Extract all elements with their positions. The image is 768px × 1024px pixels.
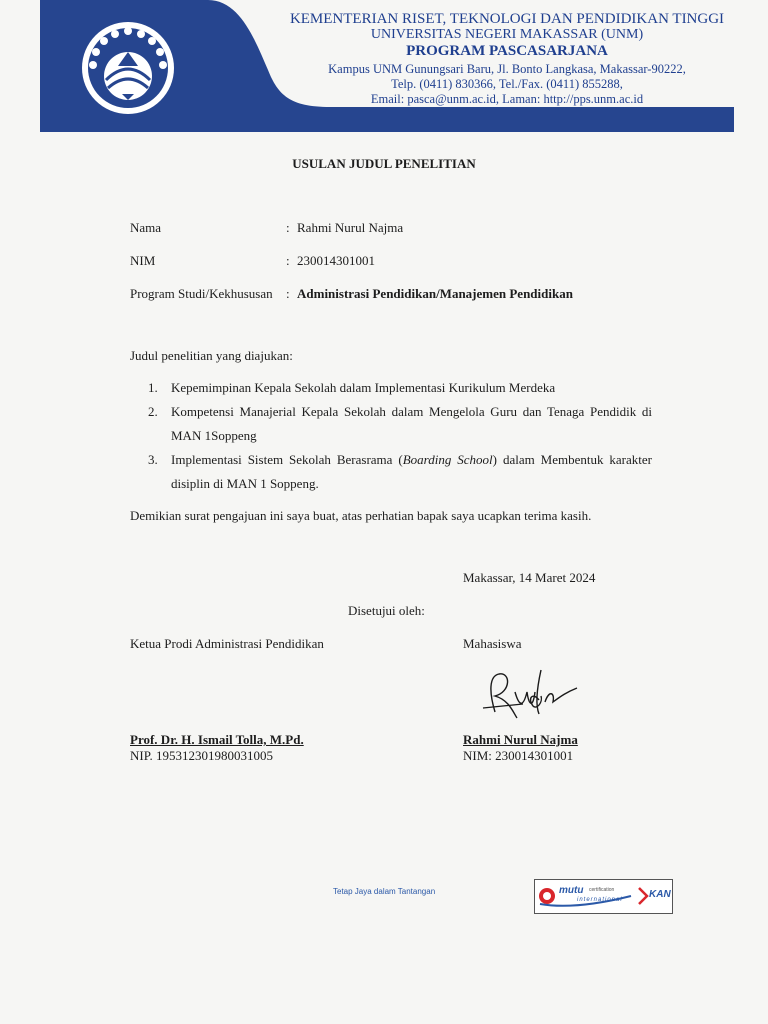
right-signer-name: Rahmi Nurul Najma — [463, 732, 578, 747]
program-label: Program Studi/Kekhususan — [130, 286, 273, 301]
certification-badge — [534, 879, 673, 914]
closing-text: Demikian surat pengajuan ini saya buat, atas perhatian bapak saya ucapkan terima kasih. — [130, 508, 592, 523]
left-signer-role: Ketua Prodi Administrasi Pendidikan — [130, 636, 324, 651]
list-item — [148, 448, 652, 496]
signature-icon — [475, 662, 585, 732]
nim-colon: : — [286, 253, 290, 268]
left-signer-name: Prof. Dr. H. Ismail Tolla, M.Pd. — [130, 732, 304, 747]
left-signer-id: NIP. 195312301980031005 — [130, 748, 274, 763]
university-name: UNIVERSITAS NEGERI MAKASSAR (UNM) — [370, 27, 644, 42]
ministry-name: KEMENTERIAN RISET, TEKNOLOGI DAN PENDIDIKAN TINGGI — [289, 11, 725, 27]
program-colon: : — [286, 286, 290, 301]
intro-text: Judul penelitian yang diajukan: — [130, 348, 293, 363]
name-value: Rahmi Nurul Najma — [297, 220, 404, 235]
footer-tagline: Tetap Jaya dalam Tantangan — [333, 887, 436, 896]
address-line: Kampus UNM Gunungsari Baru, Jl. Bonto Langkasa, Makassar-90222, — [328, 62, 686, 76]
list-item — [148, 400, 652, 448]
nim-label: NIM — [130, 253, 156, 268]
program-name: PROGRAM PASCASARJANA — [406, 43, 608, 59]
date-location: Makassar, 14 Maret 2024 — [463, 570, 596, 585]
badge-intl: international — [577, 897, 623, 903]
list-item-text-part: ) dalam Membentuk karakter disiplin di MAN 1 Soppeng. — [171, 452, 652, 491]
university-logo-icon — [78, 18, 178, 118]
phone-line: Telp. (0411) 830366, Tel./Fax. (0411) 855288, — [391, 77, 623, 91]
approved-by: Disetujui oleh: — [348, 603, 425, 618]
right-signer-id: NIM: 230014301001 — [463, 748, 574, 763]
badge-kan: KAN — [649, 889, 671, 900]
list-item-text: Kepemimpinan Kepala Sekolah dalam Implementasi Kurikulum Merdeka — [171, 380, 556, 395]
list-number: 1. — [148, 380, 158, 395]
list-number: 3. — [148, 452, 158, 467]
badge-sub: certification — [589, 887, 615, 893]
letterhead — [40, 0, 734, 132]
email-line: Email: pasca@unm.ac.id, Laman: http://pps.unm.ac.id — [370, 92, 644, 106]
name-label: Nama — [130, 220, 162, 235]
list-item-text: Kompetensi Manajerial Kepala Sekolah dalam Mengelola Guru dan Tenaga Pendidik di MAN 1Soppeng — [171, 404, 652, 443]
program-value: Administrasi Pendidikan/Manajemen Pendidikan — [297, 286, 573, 301]
research-title-list — [148, 376, 652, 496]
name-colon: : — [286, 220, 290, 235]
nim-value: 230014301001 — [297, 253, 375, 268]
right-signer-role: Mahasiswa — [463, 636, 522, 651]
document-title: USULAN JUDUL PENELITIAN — [292, 156, 476, 171]
list-item — [148, 376, 652, 400]
list-item-text-part: Implementasi Sistem Sekolah Berasrama ( — [171, 452, 403, 467]
list-number: 2. — [148, 404, 158, 419]
list-item-text — [171, 448, 652, 496]
badge-brand: mutu — [559, 885, 584, 896]
list-item-italic: Boarding School — [402, 452, 493, 467]
